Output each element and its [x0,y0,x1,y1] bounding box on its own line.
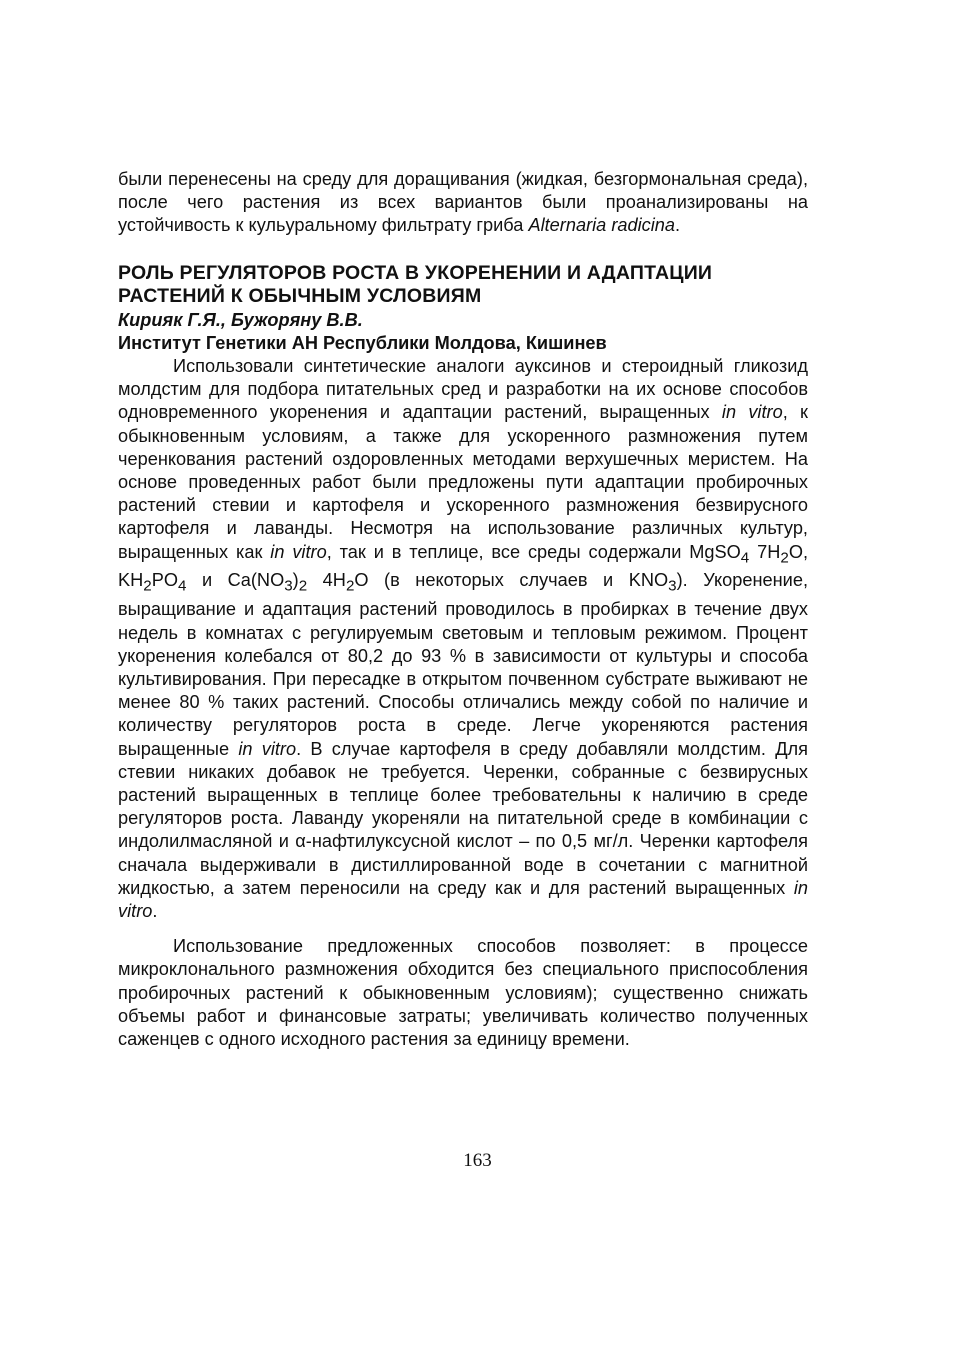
in-vitro-term: in vitro [238,738,297,759]
document-page [118,168,808,1051]
intro-text-end: . [675,215,681,236]
article-title: РОЛЬ РЕГУЛЯТОРОВ РОСТА В УКОРЕНЕНИИ И АДАПТАЦИИ РАСТЕНИЙ К ОБЫЧНЫМ УСЛОВИЯМ [118,261,713,308]
in-vitro-term: in vitro [118,877,808,921]
in-vitro-term: in vitro [721,402,783,423]
article-authors: Кирияк Г.Я., Бужоряну В.В. [118,309,363,330]
article-institution: Институт Генетики АН Республики Молдова, Кишинев [118,332,607,353]
intro-text: были перенесены на среду для доращивания (жидкая, безгормональная среда), после чего растения из всех вариантов были проанализированы на устойчивость к кульуральному фильтрату гриба [118,169,808,236]
in-vitro-term: in vitro [270,541,327,562]
body-paragraph-2: Использование предложенных способов позволяет: в процессе микроклонального размножения обходится без специального приспособления пробирочных растений к обыкновенным условиям); существенно снижать объемы работ и финансовые затраты; увеличивать количество полученных саженцев с одного исходного растения за единицу времени. [118,936,808,1049]
intro-paragraph [118,168,808,238]
page-number: 163 [463,1150,492,1171]
species-name: Alternaria radicina [528,215,676,236]
body-paragraph-1: Использовали синтетические аналоги ауксинов и стероидный гликозид молдстим для подбора питательных сред и разработки на их основе способов одновременного укоренения и адаптации растений, выращенных in vitro, к обыкновенным условиям, а также для ускоренного размножения путем черенкования растений оздоровленных методами верхушечных меристем. На основе проведенных работ были предложены пути адаптации пробирочных растений стевии и картофеля и ускоренного размножения безвирусного картофеля и лаванды. Несмотря на использование различных культур, выращенных как in vitro, так и в теплице, все среды содержали MgSO$_4$ $7H_2O$, $KH_2PO_4$ и $Ca(NO_3)_2$ $4H_2O$ (в некоторых случаев и $KNO_3$). Укоренение, выращивание и адаптация растений проводилось в пробирках в течение двух недель в комнатах с регулируемым световым и тепловым режимом. Процент укоренения колебался от 80,2 до 93 % в зависимости от культуры и способа культивирования. При пересадке в открытом почвенном субстрате выживают не менее 80 % таких растений. Способы отличались между собой по наличие и количеству регуляторов роста в среде. Легче укореняются растения выращенные in vitro. В случае картофеля в среду добавляли молдстим. Для стевии никаких добавок не требуется. Черенки, собранные с безвирусных растений выращенных в теплице более требовательны к наличию в среде регуляторов роста. Лаванду укореняли на питательной среде в комбинации с индолилмасляной и α-нафтилуксусной кислот – по 0,5 мг/л. Черенки картофеля сначала выдерживали в дистиллированной воде в сочетании с магнитной жидкостью, а затем переносили на среду как и для растений выращенных in vitro. [118,356,809,921]
